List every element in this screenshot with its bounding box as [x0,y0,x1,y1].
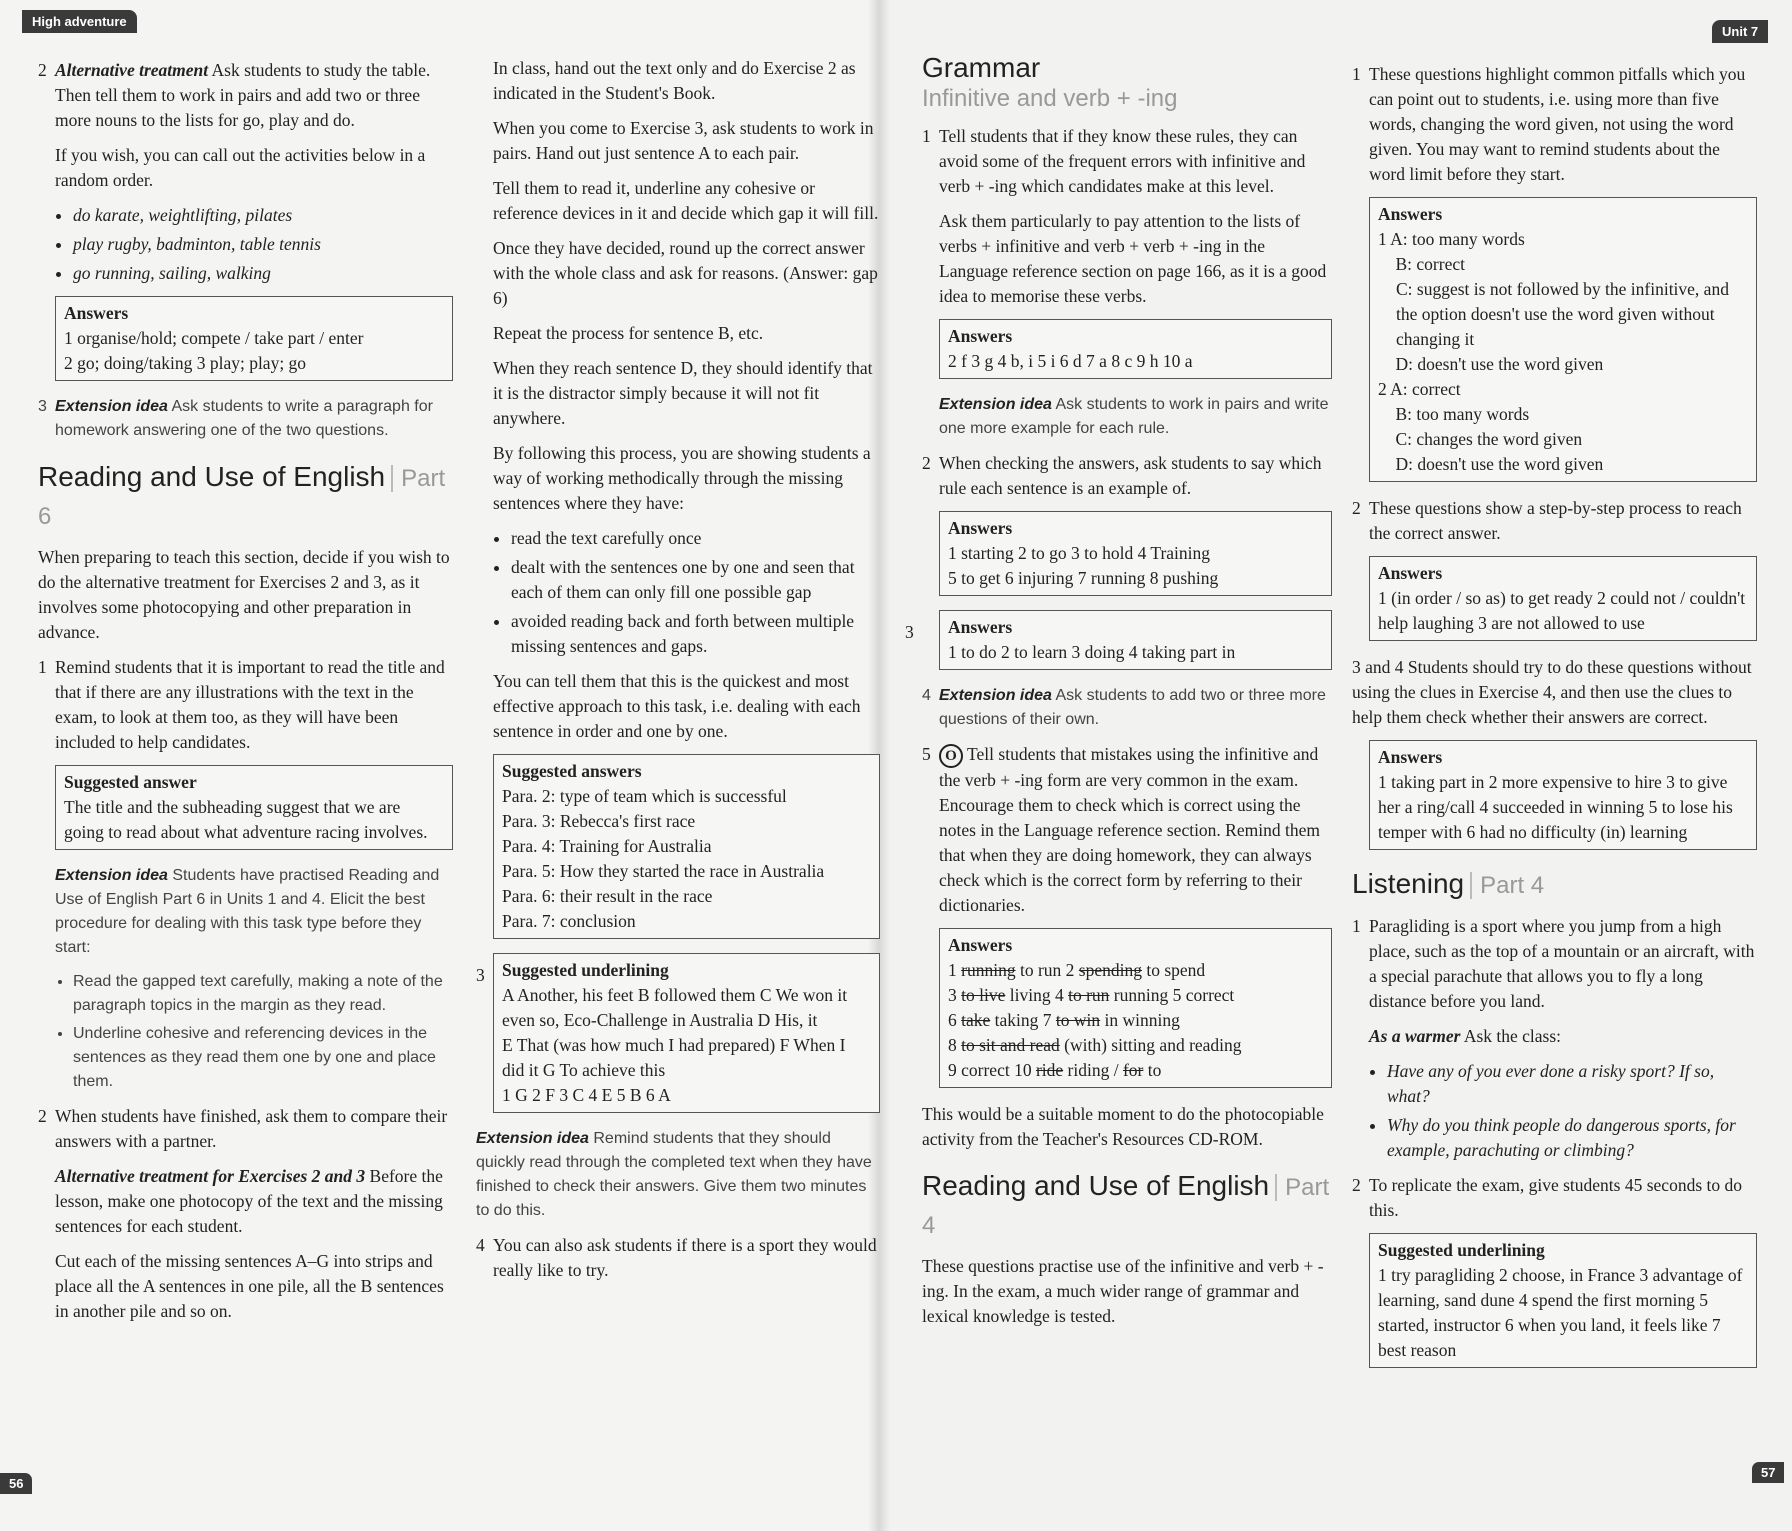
item-number: 2 [38,1106,47,1126]
list-item: • read the text carefully once [511,526,880,551]
item-number: 1 [1352,64,1361,84]
paragraph: When preparing to teach this section, decide if you wish to do the alternative treatment for Exercises 2 and 3, as it involves some photocopying and other preparation in advance. [38,547,450,642]
heading-text: Reading and Use of English [922,1170,1270,1201]
heading-text: Listening [1352,868,1465,899]
heading-part: Part 6 [38,465,446,530]
section-heading [38,459,453,535]
paragraph-text: These questions highlight common pitfalls which you can point out to students, i.e. using more than five words, changing the word given, not using the word given. You may want to remind students about the word limit before they start. [1369,64,1746,184]
extension-idea [476,1127,880,1223]
answer-line: 2 A: correct [1378,379,1461,399]
column-1 [38,58,453,1334]
activity-list [55,203,453,286]
paragraph [922,742,1332,918]
paragraph-text: Ask students to study the table. Then tell them to work in pairs and add two or three more nouns to the lists for go, play and do. [55,60,431,130]
item-number: 5 [922,744,931,764]
answers-box [1369,556,1757,641]
box-title: Answers [948,326,1013,346]
list-item [73,203,453,228]
list-item: • Read the gapped text carefully, making a note of the paragraph topics in the margin as they read. [73,970,453,1018]
section-heading [922,1168,1332,1244]
answers-block-3 [905,610,1332,670]
paragraph: These questions practise use of the infinitive and verb + -ing. In the exam, a much wider range of grammar and lexical knowledge is tested. [922,1256,1324,1326]
answer-line: 1 taking part in 2 more expensive to hire 3 to give her a ring/call 4 succeeded in winning 5 to lose his temper with 6 had no difficulty (in) learning [1378,772,1733,842]
list-item [73,232,453,257]
process-list [493,526,880,659]
paragraph: When they reach sentence D, they should identify that it is the distractor simply because it will not fit anywhere. [493,358,873,428]
answer-line: Para. 5: How they started the race in Australia [502,861,825,881]
answers-box [939,319,1332,379]
item-number: 3 and 4 [1352,657,1404,677]
paragraph [38,58,453,133]
paragraph: Tell them to read it, underline any cohesive or reference devices in it and decide which gap it will fill. [493,178,879,223]
lead-in: Alternative treatment for Exercises 2 and 3 [55,1166,366,1186]
answer-line: A Another, his feet B followed them C We won it even so, Eco-Challenge in Australia D His, it [502,985,848,1030]
box-title: Answers [1378,204,1443,224]
paragraph-text: These questions show a step-by-step process to reach the correct answer. [1369,498,1742,543]
paragraph [1352,1024,1757,1049]
extension-idea [922,684,1332,732]
suggested-answer-box [55,765,453,850]
answer-line: 8 to sit and read (with) sitting and reading [948,1035,1242,1055]
box-title: Answers [948,617,1013,637]
extension-idea [38,864,453,960]
item-number: 4 [476,1235,485,1255]
item-number: 1 [38,657,47,677]
answers-box [939,610,1332,670]
answer-line: 2 go; doing/taking 3 play; play; go [64,353,307,373]
warmer-questions [1369,1059,1757,1163]
procedure-list [55,970,453,1094]
paragraph [38,1164,453,1239]
corpus-icon: O [939,744,963,768]
paragraph [922,451,1332,501]
column-4 [1352,62,1757,1382]
item-number: 3 [476,965,485,985]
answer-line: B: too many words [1378,404,1530,424]
answer-line: 5 to get 6 injuring 7 running 8 pushing [948,568,1219,588]
paragraph-text: Students have practised Reading and Use of English Part 6 in Units 1 and 4. Elicit the best procedure for dealing with this task type before they start: [55,867,440,956]
paragraph-text: When students have finished, ask them to compare their answers with a partner. [55,1106,448,1151]
list-item: • dealt with the sentences one by one and seen that each of them can only fill one possible gap [511,555,880,605]
answer-line: 3 to live living 4 to run running 5 correct [948,985,1235,1005]
paragraph-text: When checking the answers, ask students to say which rule each sentence is an example of. [939,453,1322,498]
paragraph: If you wish, you can call out the activities below in a random order. [55,145,426,190]
box-title: Suggested underlining [1378,1240,1545,1260]
paragraph-text: Tell students that mistakes using the infinitive and the verb + -ing form are very common in the exam. Encourage them to check which is correct using the notes in the Language reference section. Remind them that when they are doing homework, they can always check which is the correct form by referring to their dictionaries. [939,744,1320,915]
paragraph-text: You can also ask students if there is a sport they would really like to try. [493,1235,877,1280]
paragraph [922,124,1332,199]
box-title: Answers [64,303,129,323]
unit-number-tab: Unit 7 [1712,20,1768,43]
paragraph-text: Ask the class: [1460,1026,1562,1046]
paragraph-text: Ask students to write a paragraph for homework answering one of the two questions. [55,398,433,439]
box-title: Answers [948,518,1013,538]
paragraph [1352,496,1757,546]
item-number: 2 [1352,1175,1361,1195]
suggested-answers-box [493,754,880,939]
answer-line: Para. 3: Rebecca's first race [502,811,696,831]
column-3 [905,52,1332,1339]
paragraph [1352,62,1757,187]
box-title: Answers [1378,747,1443,767]
box-title: Answers [1378,563,1443,583]
column-2 [476,56,880,1293]
lead-in: Extension idea [476,1130,589,1147]
item-number: 2 [38,60,47,80]
list-item [1387,1059,1757,1109]
paragraph-text: Remind students that they should quickly read through the completed text when they have finished to check their answers. Give them two minutes to do this. [476,1130,872,1219]
paragraph [1352,655,1757,730]
answer-line: D: doesn't use the word given [1378,454,1604,474]
item-number: 4 [922,687,931,704]
answer-line: 9 correct 10 ride riding / for to [948,1060,1162,1080]
answer-line: B: correct [1378,254,1465,274]
box-text: The title and the subheading suggest that we are going to read about what adventure racing involves. [64,797,428,842]
extension-idea [38,395,453,443]
answer-line: 1 organise/hold; compete / take part / enter [64,328,364,348]
lead-in: Extension idea [939,396,1052,413]
paragraph-text: Ask students to work in pairs and write one more example for each rule. [939,396,1329,437]
answer-line: 1 to do 2 to learn 3 doing 4 taking part in [948,642,1236,662]
lead-in: Extension idea [939,687,1052,704]
list-item-text: go running, sailing, walking [73,263,271,283]
answer-line: 1 (in order / so as) to get ready 2 could not / couldn't help laughing 3 are not allowed to use [1378,588,1746,633]
paragraph-text: To replicate the exam, give students 45 seconds to do this. [1369,1175,1742,1220]
grammar-subheading: Infinitive and verb + -ing [922,85,1178,112]
paragraph-text: Paragliding is a sport where you jump from a high place, such as the top of a mountain or an aircraft, with a special parachute that allows you to fly a long distance before you land. [1369,916,1755,1011]
list-item-text: Why do you think people do dangerous sports, for example, parachuting or climbing? [1387,1115,1736,1160]
heading-text: Reading and Use of English [38,461,386,492]
paragraph-text: Tell students that if they know these rules, they can avoid some of the frequent errors with infinitive and verb + -ing which candidates make at this level. [939,126,1306,196]
answer-line: 1 A: too many words [1378,229,1525,249]
answer-line: 1 try paragliding 2 choose, in France 3 advantage of learning, sand dune 4 spend the first morning 5 started, instructor 6 when you land, it feels like 7 best reason [1378,1265,1743,1360]
extension-idea [922,393,1332,441]
paragraph: When you come to Exercise 3, ask students to work in pairs. Hand out just sentence A to each pair. [493,118,874,163]
underlining-block [476,953,880,1113]
answers-box [1369,740,1757,850]
paragraph: You can tell them that this is the quickest and most effective approach to this task, i.e. dealing with each sentence in order and one by one. [493,671,861,741]
answer-line: 1 G 2 F 3 C 4 E 5 B 6 A [502,1085,671,1105]
box-title: Answers [948,935,1013,955]
paragraph-text: Remind students that it is important to read the title and that if there are any illustrations with the text in the exam, to look at them too, as they will have been included to help candidates. [55,657,445,752]
section-heading [1352,866,1757,904]
answers-box [1369,197,1757,482]
item-number: 3 [905,622,914,642]
lead-in: Alternative treatment [55,60,209,80]
item-number: 1 [1352,916,1361,936]
list-item-text: do karate, weightlifting, pilates [73,205,293,225]
answer-line: Para. 2: type of team which is successful [502,786,787,806]
answer-line: C: changes the word given [1378,429,1583,449]
paragraph-text: Students should try to do these questions without using the clues in Exercise 4, and then use the clues to help them check whether their answers are correct. [1352,657,1752,727]
paragraph: By following this process, you are showing students a way of working methodically through the missing sentences where they have: [493,443,871,513]
list-item [1387,1113,1757,1163]
grammar-heading: Grammar [922,52,1041,83]
item-number: 2 [922,453,931,473]
unit-title-tab: High adventure [22,10,137,33]
paragraph: Once they have decided, round up the correct answer with the whole class and ask for reasons. (Answer: gap 6) [493,238,878,308]
answer-line: 1 running to run 2 spending to spend [948,960,1206,980]
answer-line: 6 take taking 7 to win in winning [948,1010,1180,1030]
box-title: Suggested answers [502,761,642,781]
paragraph: This would be a suitable moment to do the photocopiable activity from the Teacher's Resources CD-ROM. [922,1104,1324,1149]
list-item: • Underline cohesive and referencing devices in the sentences as they read them one by one and place them. [73,1022,453,1094]
answer-line: 1 starting 2 to go 3 to hold 4 Training [948,543,1211,563]
answer-line: Para. 4: Training for Australia [502,836,712,856]
paragraph-text: Before the lesson, make one photocopy of the text and the missing sentences for each student. [55,1166,443,1236]
item-number: 2 [1352,498,1361,518]
answer-line: E That (was how much I had prepared) F When I did it G To achieve this [502,1035,846,1080]
answer-line: 2 f 3 g 4 b, i 5 i 6 d 7 a 8 c 9 h 10 a [948,351,1193,371]
paragraph [1352,914,1757,1014]
answers-box [939,928,1332,1088]
lead-in: Extension idea [55,398,168,415]
paragraph [38,1104,453,1154]
answer-line: C: suggest is not followed by the infinitive, and the option doesn't use the word given without changing it [1396,279,1729,349]
box-title: Suggested answer [64,772,197,792]
answer-line: Para. 7: conclusion [502,911,636,931]
page-number-right: 57 [1752,1462,1784,1483]
paragraph: In class, hand out the text only and do Exercise 2 as indicated in the Student's Book. [493,58,856,103]
item-number: 1 [922,126,931,146]
paragraph-text: Ask students to add two or three more questions of their own. [939,687,1326,728]
list-item-text: play rugby, badminton, table tennis [73,234,321,254]
paragraph: Ask them particularly to pay attention to the lists of verbs + infinitive and verb + verb + -ing in the Language reference section on page 166, as it is a good idea to memorise these verbs. [939,211,1327,306]
answers-box [55,296,453,381]
lead-in: Extension idea [55,867,168,884]
heading-part: Part 4 [922,1174,1330,1239]
box-title: Suggested underlining [502,960,669,980]
answer-line: Para. 6: their result in the race [502,886,713,906]
paragraph: Cut each of the missing sentences A–G into strips and place all the A sentences in one pile, all the B sentences in another pile and so on. [55,1251,444,1321]
answer-line: D: doesn't use the word given [1378,354,1604,374]
paragraph [476,1233,880,1283]
list-item: • avoided reading back and forth between multiple missing sentences and gaps. [511,609,880,659]
suggested-underlining-box [493,953,880,1113]
paragraph [38,655,453,755]
suggested-underlining-box [1369,1233,1757,1368]
paragraph: Repeat the process for sentence B, etc. [493,323,764,343]
paragraph [1352,1173,1757,1223]
list-item-text: Have any of you ever done a risky sport? If so, what? [1387,1061,1715,1106]
heading-part: Part 4 [1470,872,1544,899]
answers-box [939,511,1332,596]
item-number: 3 [38,398,47,415]
page-number-left: 56 [0,1473,32,1494]
list-item [73,261,453,286]
lead-in: As a warmer [1369,1026,1461,1046]
